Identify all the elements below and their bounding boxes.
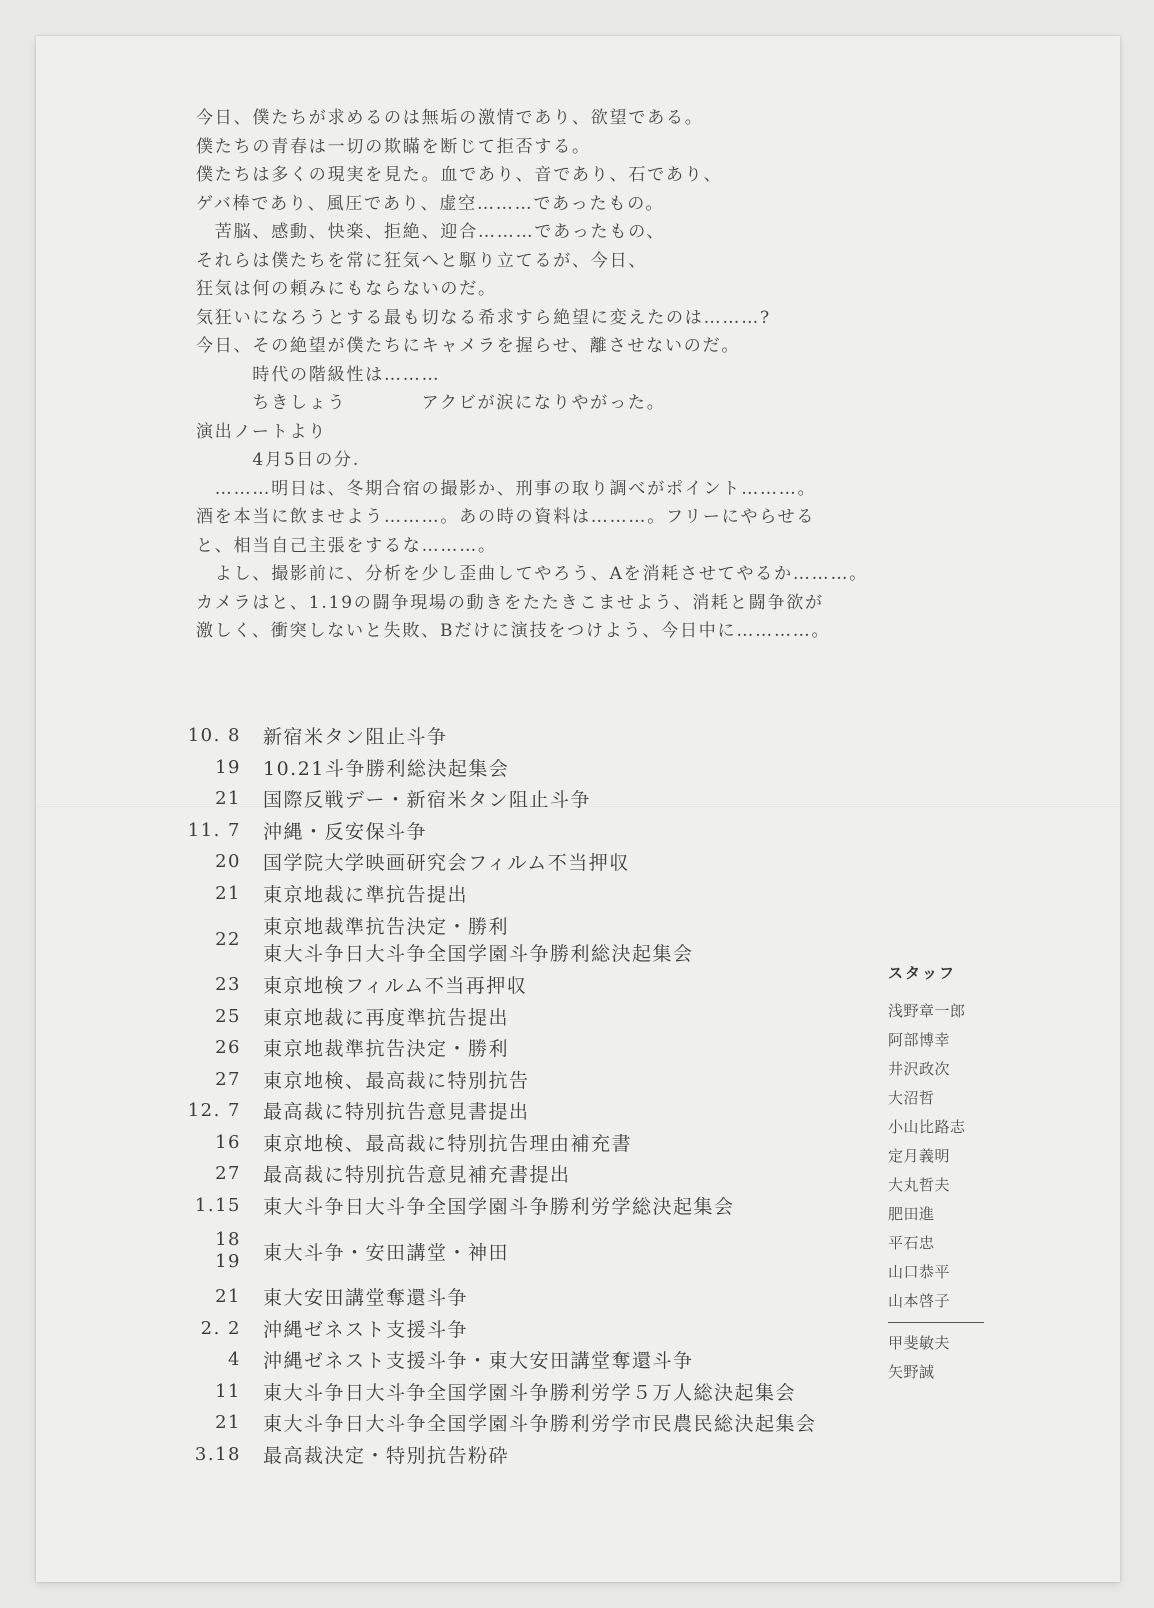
timeline-date: 21 [215,1412,241,1434]
timeline-date: 3.18 [194,1443,241,1465]
staff-name: 山口恭平 [888,1263,951,1281]
staff-name: 甲斐敏夫 [888,1334,951,1352]
timeline-date: 23 [215,974,241,996]
timeline-event: 国学院大学映画研究会フィルム不当押収 [263,852,630,875]
staff-name: 小山比路志 [888,1118,966,1136]
timeline-row [161,1127,881,1159]
staff-divider [888,1322,984,1323]
timeline-date: 22 [215,928,241,950]
timeline-row [161,1032,881,1064]
prose-line: 演出ノートより [196,421,328,442]
prose-line: 狂気は何の頼みにもならないのだ。 [196,279,497,299]
prose-line: よし、撮影前に、分析を少し歪曲してやろう、Aを消耗させてやるか………。 [196,564,869,584]
timeline-row [161,878,881,910]
timeline-event: 沖縄ゼネスト支援斗争・東大安田講堂奪還斗争 [263,1350,694,1373]
timeline-event: 沖縄ゼネスト支援斗争 [263,1318,469,1341]
timeline-event: 東京地検、最高裁に特別抗告理由補充書 [263,1132,633,1155]
timeline-event: 東京地検フィルム不当再押収 [263,975,528,998]
staff-names-secondary [888,1329,998,1387]
timeline-event-line: 東京地裁準抗告決定・勝利 [263,916,510,938]
timeline-event: 東大斗争日大斗争全国学園斗争勝利労学市民農民総決起集会 [263,1413,817,1436]
timeline-event: 東大斗争日大斗争全国学園斗争勝利労学総決起集会 [263,1195,735,1218]
timeline-event: 東京地検、最高裁に特別抗告 [263,1069,530,1092]
prose-line: 4月5日の分. [196,450,361,470]
timeline-date: 27 [215,1163,241,1185]
staff-name: 大沼哲 [888,1089,935,1107]
timeline-date: 27 [215,1068,241,1090]
prose-line: 苦脳、感動、快楽、拒絶、迎合………であったもの、 [196,222,666,242]
prose-line: 気狂いになろうとする最も切なる希求すら絶望に変えたのは………? [196,307,771,328]
timeline-date-second: 19 [215,1251,241,1272]
timeline-date [161,1229,263,1273]
prose-line: と、相当自己主張をするな………。 [196,535,497,556]
staff-title: スタッフ [888,964,957,982]
staff-name: 阿部博幸 [888,1031,951,1049]
timeline-event: 東京地裁準抗告決定・勝利 [263,1038,510,1061]
timeline-event: 新宿米タン阻止斗争 [263,726,448,749]
prose-line: 今日、僕たちが求めるのは無垢の激情であり、欲望である。 [196,108,704,128]
timeline-date: 12. 7 [187,1100,241,1122]
timeline-list [161,720,881,1470]
timeline-event: 最高裁に特別抗告意見補充書提出 [263,1164,571,1187]
timeline-event: 東大斗争日大斗争全国学園斗争勝利労学５万人総決起集会 [263,1381,797,1404]
timeline-row [161,815,881,847]
timeline-date: 20 [215,851,241,873]
timeline-date: 4 [228,1349,241,1371]
timeline-row [161,1344,881,1376]
timeline-date: 26 [215,1037,241,1059]
timeline-date: 21 [215,882,241,904]
timeline-row [161,1001,881,1033]
timeline-date: 11. 7 [187,819,241,841]
timeline-date: 21 [215,1286,241,1308]
timeline-row [161,1376,881,1408]
timeline-row [161,1064,881,1096]
prose-line: それらは僕たちを常に狂気へと駆り立てるが、今日、 [196,250,648,271]
timeline-row [161,909,881,969]
prose-line: ゲバ棒であり、風圧であり、虚空………であったもの。 [196,193,665,214]
timeline-event: 東京地裁に準抗告提出 [263,883,469,906]
staff-name: 矢野誠 [888,1363,935,1381]
timeline-date: 2. 2 [200,1317,241,1339]
timeline-row [161,1158,881,1190]
timeline-row [161,783,881,815]
timeline-date-stack [215,1229,241,1273]
prose-line: ………明日は、冬期合宿の撮影か、刑事の取り調べがポイント………。 [196,478,817,499]
timeline-event: 東大安田講堂奪還斗争 [263,1287,469,1310]
staff-names [888,997,998,1316]
prose-line: 激しく、衝突しないと失敗、Bだけに演技をつけよう、今日中に…………。 [196,621,831,641]
staff-name: 浅野章一郎 [888,1002,966,1020]
timeline-row [161,1221,881,1281]
prose-line: 今日、その絶望が僕たちにキャメラを握らせ、離させないのだ。 [196,336,741,356]
staff-name: 山本啓子 [888,1292,951,1310]
timeline-date: 21 [215,788,241,810]
timeline-event [263,912,694,966]
prose-line: 僕たちの青春は一切の欺瞞を断じて拒否する。 [196,136,591,157]
timeline-row [161,1407,881,1439]
timeline-event: 最高裁決定・特別抗告粉砕 [263,1444,510,1467]
prose-line: 酒を本当に飲ませよう………。あの時の資料は………。フリーにやらせる [196,507,816,527]
timeline-event: 最高裁に特別抗告意見書提出 [263,1101,530,1124]
timeline-date: 19 [215,756,241,778]
timeline-event: 沖縄・反安保斗争 [263,820,428,843]
timeline-event: 国際反戦デー・新宿米タン阻止斗争 [263,789,592,812]
timeline-event: 東京地裁に再度準抗告提出 [263,1006,510,1029]
staff-name: 大丸哲夫 [888,1176,951,1194]
timeline-event: 10.21斗争勝利総決起集会 [263,757,510,780]
timeline-row [161,1095,881,1127]
prose-block [196,104,896,646]
staff-name: 井沢政次 [888,1060,951,1078]
timeline-date-first: 18 [215,1229,241,1250]
timeline-row [161,846,881,878]
staff-credits [888,962,998,1387]
timeline-row [161,720,881,752]
timeline-date: 1.15 [194,1194,241,1216]
timeline-date: 25 [215,1005,241,1027]
timeline-row [161,1439,881,1471]
timeline-row [161,1190,881,1222]
prose-line: ちきしょう アクビが涙になりやがった。 [196,393,666,413]
prose-line: 僕たちは多くの現実を見た。血であり、音であり、石であり、 [196,165,723,185]
timeline-row [161,969,881,1001]
staff-name: 平石忠 [888,1234,935,1252]
document-sheet [36,36,1120,1582]
timeline-date: 11 [215,1380,241,1402]
staff-name: 定月義明 [888,1147,951,1165]
timeline-row [161,752,881,784]
staff-name: 肥田進 [888,1205,935,1223]
timeline-row [161,1281,881,1313]
timeline-row [161,1313,881,1345]
timeline-event: 東大斗争・安田講堂・神田 [263,1241,510,1264]
timeline-date: 16 [215,1131,241,1153]
timeline-date: 10. 8 [187,725,241,747]
prose-line: 時代の階級性は……… [196,364,441,385]
prose-line: カメラはと、1.19の闘争現場の動きをたたきこませよう、消耗と闘争欲が [196,592,824,613]
timeline-event-line: 東大斗争日大斗争全国学園斗争勝利総決起集会 [263,943,694,965]
